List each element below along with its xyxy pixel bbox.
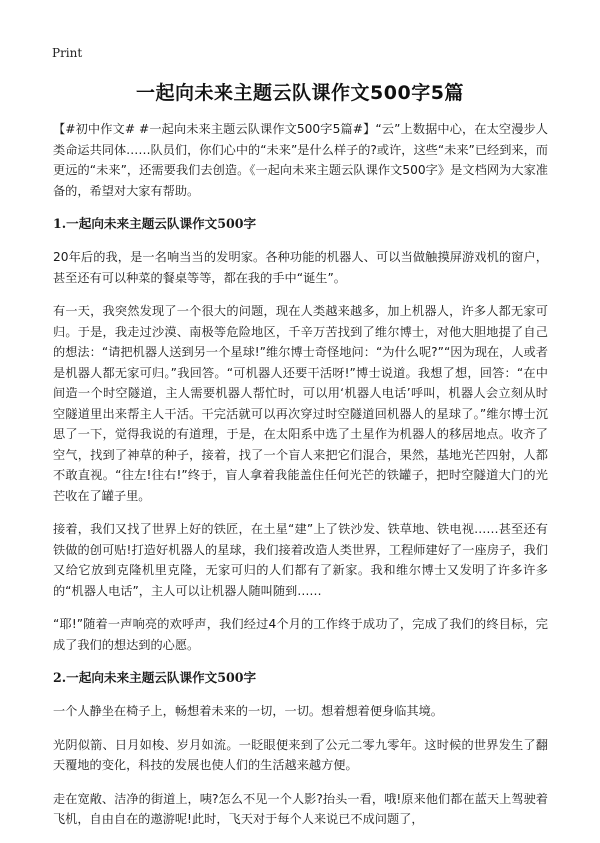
section-1-heading: 1.一起向未来主题云队课作文500字 bbox=[53, 216, 257, 231]
section-1-paragraph-2: 有一天，我突然发现了一个很大的问题，现在人类越来越多，加上机器人，许多人都无家可归。于是，我走过沙漠、南极等危险地区，千辛万苦找到了维尔博士，对他大胆地提了自己的想法：“请把机器人送到另一个星球!”维尔博士奇怪地问：“为什么呢?”“因为现在，人或者是机器人都无家可归。”我回答。“可机器人还要干活呀!”博士说道。我想了想，回答：“在中间造一个时空隧道，主人需要机器人帮忙时，可以用‘机器人电话’呼叫，机器人会立刻从时空隧道里出来帮主人干活。干完活就可以再次穿过时空隧道回机器人的星球了。”维尔博士沉思了一下，觉得我说的有道理，于是，在太阳系中选了土星作为机器人的移居地点。收齐了空气，找到了神草的种子，接着，找了一个盲人来把它们混合，果然，基地光芒四射，人都不敢直视。“往左!往右!”终于，盲人拿着我能盖住任何光芒的铁罐子，把时空隧道大门的光芒收在了罐子里。 bbox=[53, 304, 548, 503]
section-1-paragraph-4: “耶!”随着一声响亮的欢呼声，我们经过4个月的工作终于成功了，完成了我们的终目标，完成了我们的想达到的心愿。 bbox=[53, 617, 548, 652]
section-2-heading: 2.一起向未来主题云队课作文500字 bbox=[53, 670, 257, 685]
section-2-paragraph-3: 走在宽敞、洁净的街道上，咦?怎么不见一个人影?抬头一看，哦!原来他们都在蓝天上驾驶着飞机，自由自在的遨游呢!此时，飞天对于每个人来说已不成问题了， bbox=[53, 791, 548, 826]
section-2-paragraph-2: 光阴似箭、日月如梭、岁月如流。一眨眼便来到了公元二零九零年。这时候的世界发生了翻天覆地的变化，科技的发展也使人们的生活越来越方便。 bbox=[53, 737, 548, 772]
section-1-paragraph-3: 接着，我们又找了世界上好的铁匠，在土星“建”上了铁沙发、铁草地、铁电视……甚至还有铁做的创可贴!打造好机器人的星球，我们接着改造人类世界，工程师建好了一座房子，我们又给它放到克隆机里克隆，无家可归的人们都有了新家。我和维尔博士又发明了许多许多的“机器人电话”，主人可以让机器人随叫随到…… bbox=[53, 522, 548, 598]
document-body bbox=[53, 119, 548, 843]
intro-paragraph: 【#初中作文# #一起向未来主题云队课作文500字5篇#】“云”上数据中心，在太空漫步人类命运共同体……队员们，你们心中的“未来”是什么样子的?或许，这些“未来”已经到来，而更远的“未来”，还需要我们去创造。《一起向未来主题云队课作文500字》是文档网为大家准备的，希望对大家有帮助。 bbox=[53, 122, 548, 198]
section-1-paragraph-1: 20年后的我，是一名响当当的发明家。各种功能的机器人、可以当做触摸屏游戏机的窗户，甚至还有可以种菜的餐桌等等，都在我的手中“诞生”。 bbox=[53, 250, 548, 285]
document-title: 一起向未来主题云队课作文500字5篇 bbox=[136, 82, 464, 104]
section-2-paragraph-1: 一个人静坐在椅子上，畅想着未来的一切，一切。想着想着便身临其境。 bbox=[53, 704, 443, 718]
print-link[interactable]: Print bbox=[52, 46, 83, 60]
